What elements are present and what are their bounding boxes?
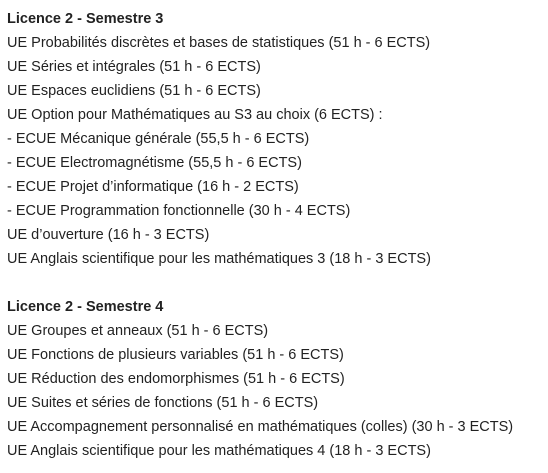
course-line: UE Anglais scientifique pour les mathématiques 3 (18 h - 3 ECTS): [7, 251, 431, 267]
course-line: UE d’ouverture (16 h - 3 ECTS): [7, 227, 210, 243]
course-option-line: - ECUE Projet d’informatique (16 h - 2 ECTS): [7, 179, 299, 195]
course-line: UE Fonctions de plusieurs variables (51 h - 6 ECTS): [7, 347, 344, 363]
semester-4-heading: Licence 2 - Semestre 4: [7, 299, 164, 315]
course-option-line: - ECUE Mécanique générale (55,5 h - 6 ECTS): [7, 131, 310, 147]
course-option-line: - ECUE Programmation fonctionnelle (30 h - 4 ECTS): [7, 203, 351, 219]
course-line: UE Option pour Mathématiques au S3 au choix (6 ECTS) :: [7, 107, 383, 123]
course-line: UE Suites et séries de fonctions (51 h - 6 ECTS): [7, 395, 319, 411]
course-line: UE Réduction des endomorphismes (51 h - 6 ECTS): [7, 371, 345, 387]
course-line: UE Accompagnement personnalisé en mathématiques (colles) (30 h - 3 ECTS): [7, 419, 514, 435]
course-line: UE Groupes et anneaux (51 h - 6 ECTS): [7, 323, 269, 339]
course-line: UE Séries et intégrales (51 h - 6 ECTS): [7, 59, 261, 75]
course-line: UE Espaces euclidiens (51 h - 6 ECTS): [7, 83, 261, 99]
semester-4-section: [7, 295, 548, 463]
semester-3-section: [7, 7, 548, 271]
semester-3-heading: Licence 2 - Semestre 3: [7, 11, 164, 27]
course-line: UE Anglais scientifique pour les mathématiques 4 (18 h - 3 ECTS): [7, 443, 431, 459]
course-line: UE Probabilités discrètes et bases de statistiques (51 h - 6 ECTS): [7, 35, 431, 51]
course-option-line: - ECUE Electromagnétisme (55,5 h - 6 ECTS): [7, 155, 302, 171]
